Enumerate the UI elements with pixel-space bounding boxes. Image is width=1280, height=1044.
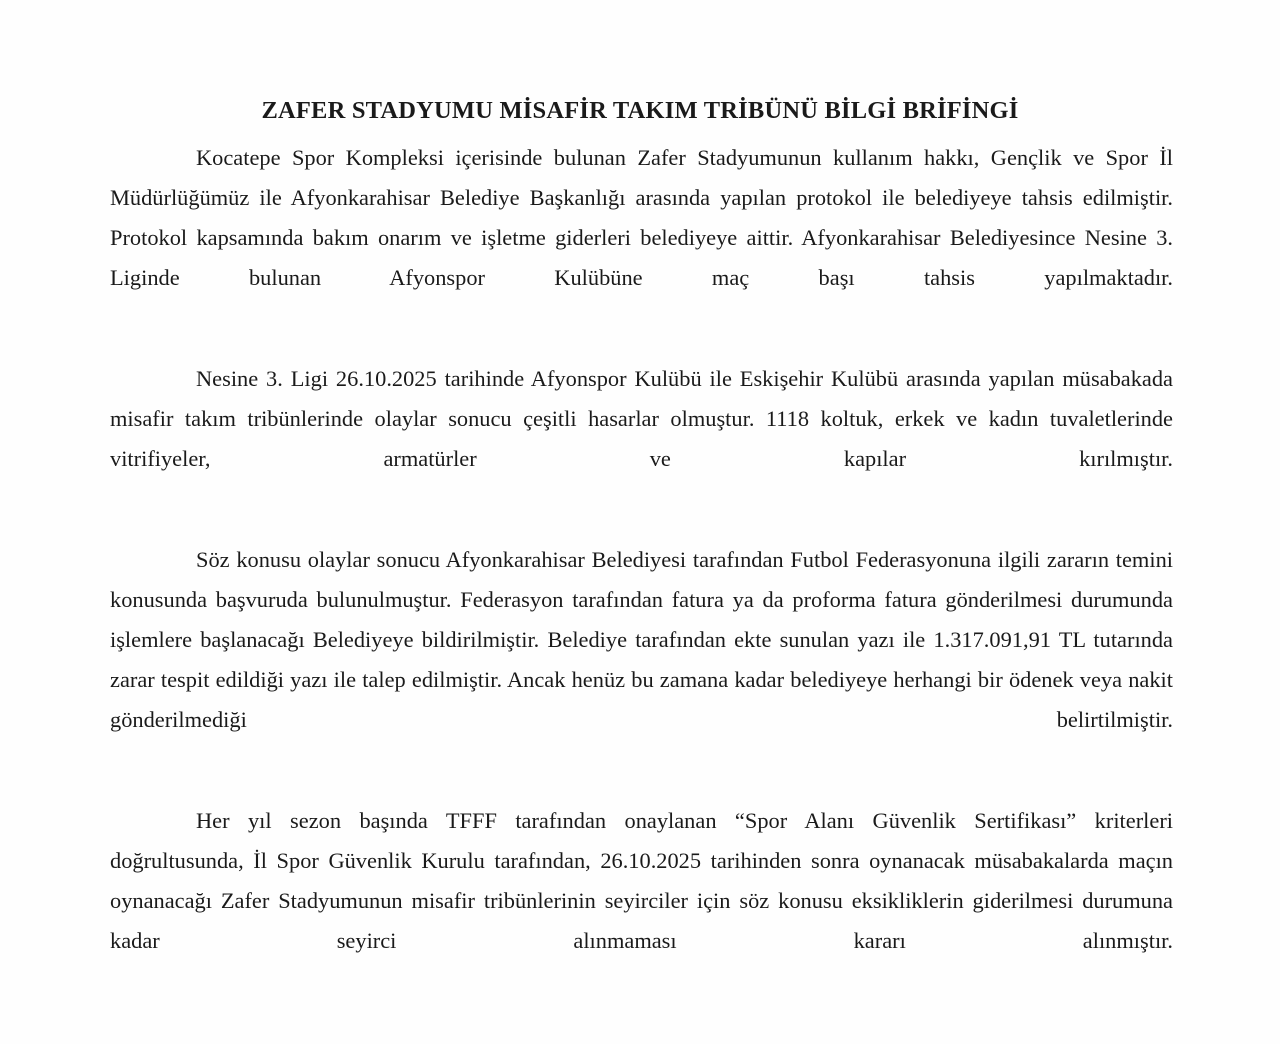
paragraph-1: Kocatepe Spor Kompleksi içerisinde bulunan Zafer Stadyumunun kullanım hakkı, Gençlik ve Spor İl Müdürlüğümüz ile Afyonkarahisar Belediye Başkanlığı arasında yapılan protokol ile belediyeye tahsis edilmiştir. Protokol kapsamında bakım onarım ve işletme giderleri belediyeye aittir. Afyonkarahisar Belediyesince Nesine 3. Liginde bulunan Afyonspor Kulübüne maç başı tahsis yapılmaktadır.: [110, 145, 1173, 290]
paragraph-4: Her yıl sezon başında TFFF tarafından onaylanan “Spor Alanı Güvenlik Sertifikası” kriterleri doğrultusunda, İl Spor Güvenlik Kurulu tarafından, 26.10.2025 tarihinden sonra oynanacak müsabakalarda maçın oynanacağı Zafer Stadyumunun misafir tribünlerinin seyirciler için söz konusu eksikliklerin giderilmesi durumuna kadar seyirci alınmaması kararı alınmıştır.: [110, 808, 1173, 953]
paragraph-2: Nesine 3. Ligi 26.10.2025 tarihinde Afyonspor Kulübü ile Eskişehir Kulübü arasında yapılan müsabakada misafir takım tribünlerinde olaylar sonucu çeşitli hasarlar olmuştur. 1118 koltuk, erkek ve kadın tuvaletlerinde vitrifiyeler, armatürler ve kapılar kırılmıştır.: [110, 366, 1173, 471]
page-title: ZAFER STADYUMU MİSAFİR TAKIM TRİBÜNÜ BİLGİ BRİFİNGİ: [261, 97, 1019, 125]
document-body: [110, 138, 1173, 1001]
paragraph-3: Söz konusu olaylar sonucu Afyonkarahisar Belediyesi tarafından Futbol Federasyonuna ilgili zararın temini konusunda başvuruda bulunulmuştur. Federasyon tarafından fatura ya da proforma fatura gönderilmesi durumunda işlemlere başlanacağı Belediyeye bildirilmiştir. Belediye tarafından ekte sunulan yazı ile 1.317.091,91 TL tutarında zarar tespit edildiği yazı ile talep edilmiştir. Ancak henüz bu zamana kadar belediyeye herhangi bir ödenek veya nakit gönderilmediği belirtilmiştir.: [110, 547, 1173, 732]
